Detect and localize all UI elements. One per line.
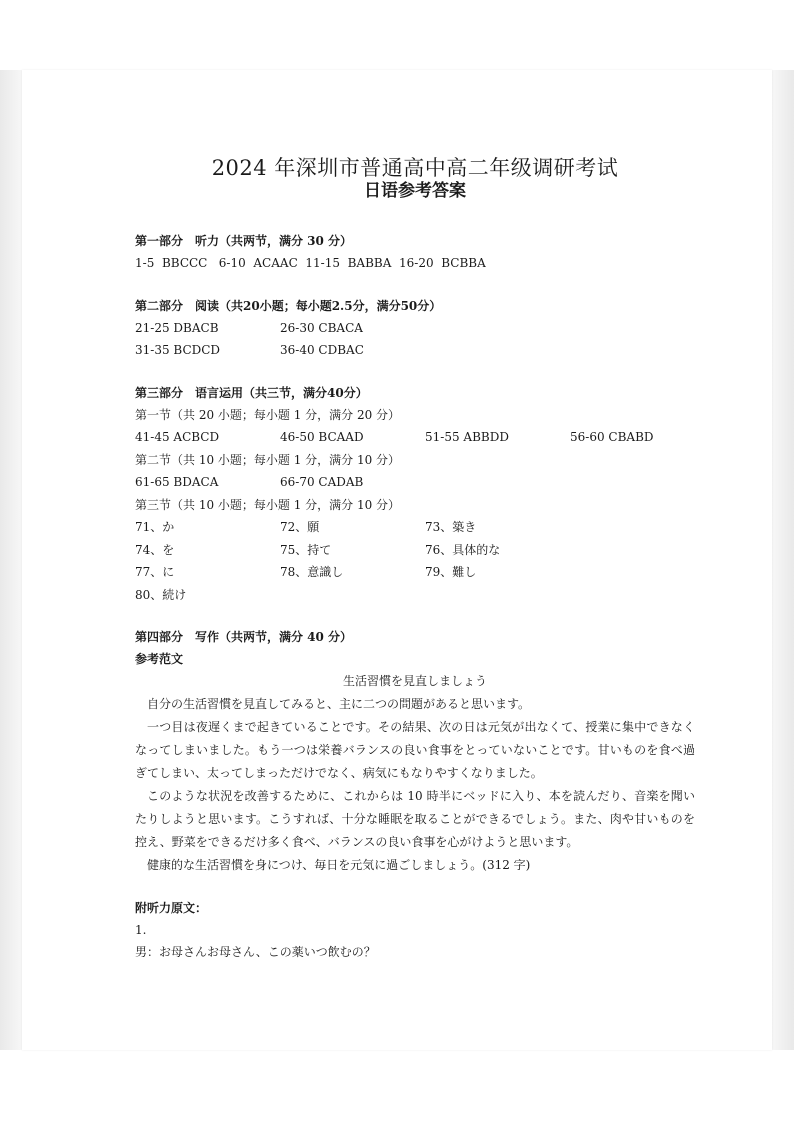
answer-cell: 73、築き: [425, 520, 477, 534]
answer-row: [135, 516, 695, 539]
part1-answers: 1-5 BBCCC 6-10 ACAAC 11-15 BABBA 16-20 BCBBA: [135, 256, 486, 270]
document-subtitle: 日语参考答案: [364, 181, 466, 201]
document-title: 2024 年深圳市普通高中高二年级调研考试: [211, 156, 619, 180]
answer-row: [135, 584, 695, 607]
essay-paragraph: 健康的な生活習慣を身につけ、毎日を元気に過ごしましょう。(312 字): [147, 857, 531, 872]
appendix-heading: 附听力原文：: [135, 900, 208, 915]
essay-paragraph: このような状況を改善するために、これからは 10 時半にベッドに入り、本を読んだり、音楽を聞いたりしようと思います。こうすれば、十分な睡眠を取ることができるでしょう。また、肉や甘いものを控え、野菜をできるだけ多く食べ、バランスの良い食事を心がけようと思います。: [135, 788, 695, 849]
part2-heading: 第二部分 阅读（共20小题；每小题2.5分，满分50分）: [135, 298, 442, 313]
answer-cell: 66-70 CADAB: [280, 475, 364, 489]
answer-cell: 75、持て: [280, 542, 332, 557]
answer-cell: 36-40 CDBAC: [280, 343, 364, 357]
answer-cell: 74、を: [135, 542, 175, 557]
answer-cell: 46-50 BCAAD: [280, 430, 364, 444]
essay-title: 生活習慣を見直しましょう: [342, 674, 487, 688]
answer-cell: 78、意識し: [280, 565, 344, 579]
document-page: [22, 70, 772, 1050]
answer-cell: 61-65 BDACA: [135, 475, 219, 489]
answer-row: [135, 317, 695, 340]
essay-paragraph: 一つ目は夜遅くまで起きていることです。その結果、次の日は元気が出なくて、授業に集中できなくなってしまいました。もう一つは栄養バランスの良い食事をとっていないことです。甘いものを食べ過ぎてしまい、太ってしまっただけでなく、病気にもなりやすくなりました。: [135, 719, 695, 780]
part4-heading: 第四部分 写作（共两节，满分 40 分）: [135, 630, 353, 644]
answer-cell: 77、に: [135, 565, 175, 579]
answer-cell: 41-45 ACBCD: [135, 430, 220, 444]
answer-row: [135, 426, 695, 449]
page-edge-right: [772, 70, 794, 1050]
part3-section1-label: 第一节（共 20 小题；每小题 1 分，满分 20 分）: [135, 407, 401, 422]
answer-row: [135, 471, 695, 494]
part1-heading: 第一部分 听力（共两节，满分 30 分）: [135, 234, 353, 248]
essay-paragraph: 自分の生活習慣を見直してみると、主に二つの問題があると思います。: [147, 696, 531, 711]
answer-row: [135, 539, 695, 562]
answer-cell: 56-60 CBABD: [570, 430, 654, 444]
answer-cell: 79、難し: [425, 565, 477, 579]
answer-cell: 80、続け: [135, 587, 187, 602]
sample-essay-label: 参考范文: [135, 652, 184, 666]
part3-section2-label: 第二节（共 10 小题；每小题 1 分，满分 10 分）: [135, 452, 401, 467]
answer-cell: 72、願: [280, 520, 320, 534]
page-edge-left: [0, 70, 22, 1050]
answer-row: [135, 339, 695, 362]
appendix-item-number: 1.: [135, 922, 147, 937]
answer-row: [135, 561, 695, 584]
part3-section3-label: 第三节（共 10 小题；每小题 1 分，满分 10 分）: [135, 497, 401, 512]
answer-cell: 21-25 DBACB: [135, 320, 219, 335]
answer-cell: 26-30 CBACA: [280, 320, 363, 335]
answer-cell: 51-55 ABBDD: [425, 430, 509, 444]
answer-cell: 76、具体的な: [425, 542, 501, 557]
answer-cell: 31-35 BCDCD: [135, 343, 221, 357]
answer-cell: 71、か: [135, 520, 175, 534]
part3-heading: 第三部分 语言运用（共三节，满分40分）: [135, 385, 368, 400]
document-content: [135, 156, 695, 964]
appendix-dialogue-line: 男：お母さんお母さん、この薬いつ飲むの？: [135, 945, 376, 959]
